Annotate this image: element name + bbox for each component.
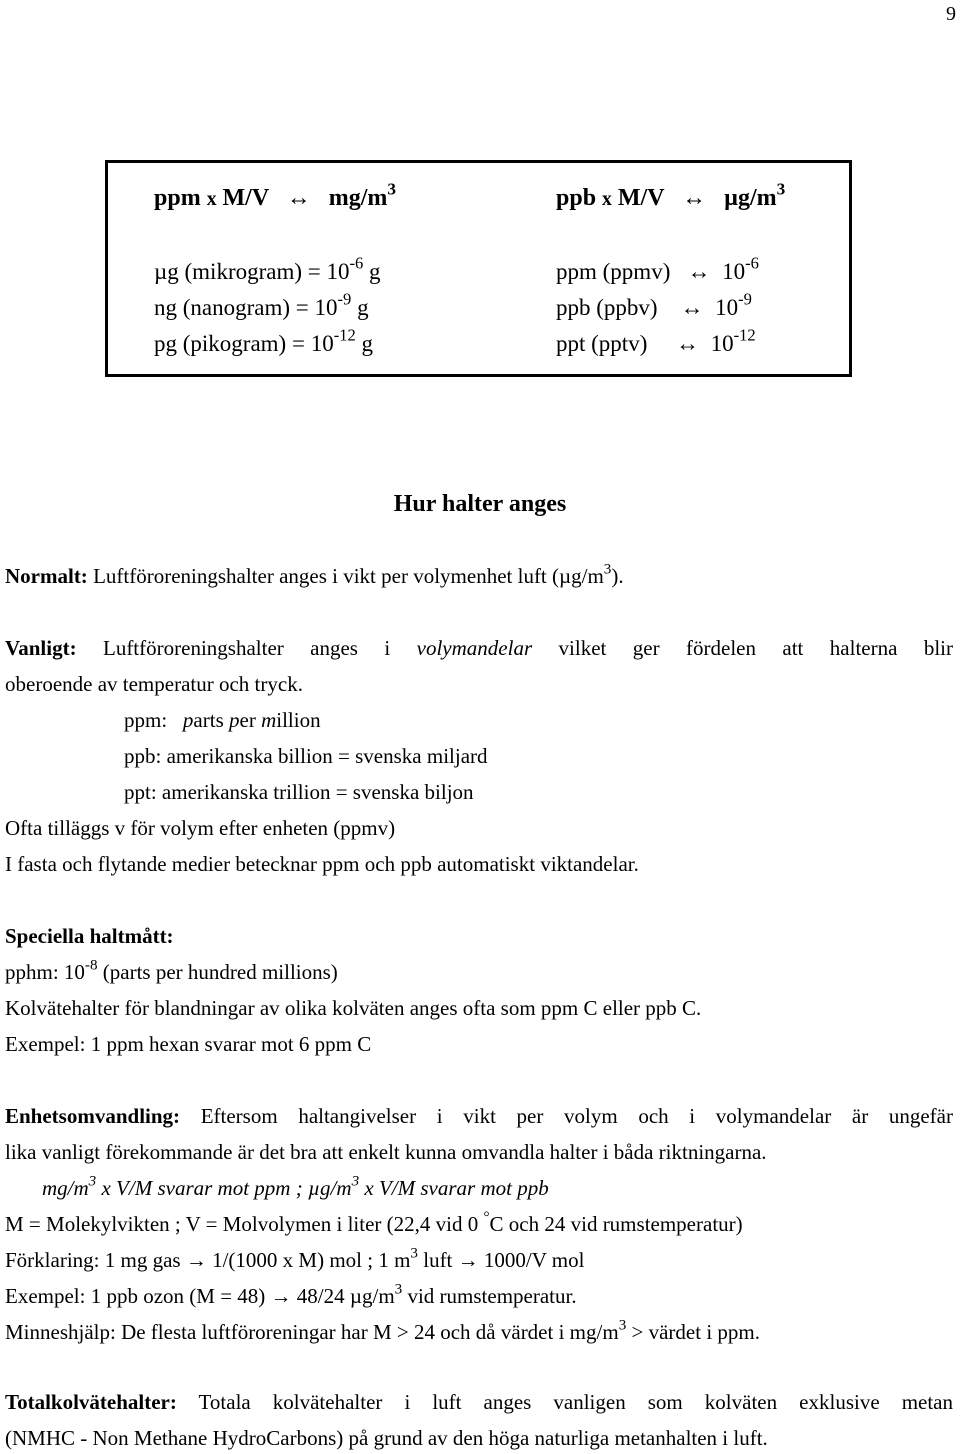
arrow-right-icon: →	[185, 1248, 207, 1272]
kolvate-line: Kolvätehalter för blandningar av olika kolväten anges ofta som ppm C eller ppb C.	[5, 996, 702, 1020]
total-paragraph-line2: (NMHC - Non Methane HydroCarbons) på grund av den höga naturliga metanhalten i luft.	[5, 1426, 768, 1450]
ofta-line: Ofta tilläggs v för volym efter enheten (ppmv)	[5, 816, 396, 840]
ppm-definition: ppm: parts per million	[124, 708, 321, 732]
volume-unit-row: ppm (ppmv) ↔ $10^{-6}$	[556, 253, 759, 284]
speciella-title: Speciella haltmått:	[5, 924, 174, 948]
arrow-right-icon: →	[457, 1248, 479, 1272]
pphm-line: pphm: $10^{-8}$ (parts per hundred millions)	[5, 957, 338, 984]
mass-unit-row: ng (nanogram) = $10^{-9}$ g	[154, 289, 369, 320]
arrow-right-icon: →	[270, 1284, 292, 1308]
normalt-paragraph: Normalt: Luftföroreningshalter anges i vikt per volymenhet luft $(\mu g/m^3)$.	[5, 561, 624, 588]
molekyl-line: M = Molekylvikten ; V = Molvolymen i liter (22,4 vid 0 °C och 24 vid rumstemperatur)	[5, 1209, 743, 1236]
vanligt-paragraph-line2: oberoende av temperatur och tryck.	[5, 672, 303, 696]
enhet-paragraph-line2: lika vanligt förekommande är det bra att enkelt kunna omvandla halter i båda riktningarna.	[5, 1140, 767, 1164]
page-number: 9	[946, 3, 956, 25]
minneshjalp-line: Minneshjälp: De flesta luftföroreningar har M > 24 och då värdet i $mg/m^3$ > värdet i ppm.	[5, 1317, 760, 1344]
ppb-conversion-header: ppb x M/V ↔ $\mu g/m^3$	[556, 179, 786, 211]
volume-unit-row: ppb (ppbv) ↔ $10^{-9}$	[556, 289, 752, 320]
mass-unit-row: µg (mikrogram) = $10^{-6}$ g	[154, 253, 381, 284]
volume-unit-row: ppt (pptv) ↔ $10^{-12}$	[556, 325, 756, 356]
ppt-definition: ppt: amerikanska trillion = svenska biljon	[124, 780, 474, 804]
section-title: Hur halter anges	[393, 491, 567, 517]
ppb-definition: ppb: amerikanska billion = svenska miljard	[124, 744, 488, 768]
enhet-paragraph: Enhetsomvandling: Eftersom haltangivelser i vikt per volym och i volymandelar är ungefär	[5, 1104, 953, 1128]
ppm-conversion-header: ppm x M/V ↔ $mg/m^3$	[154, 179, 397, 211]
forklaring-line: Förklaring: 1 mg gas → 1/(1000 x M) mol ; 1 $m^3$ luft → 1000/V mol	[5, 1245, 585, 1272]
conversion-formula: $mg/m^3$ x V/M svarar mot ppm ; $\mu g/m^3$ x V/M svarar mot ppb	[42, 1173, 549, 1200]
mass-unit-row: pg (pikogram) = $10^{-12}$ g	[154, 325, 373, 356]
exempel-hexan-line: Exempel: 1 ppm hexan svarar mot 6 ppm C	[5, 1032, 372, 1056]
vanligt-paragraph: Vanligt: Luftföroreningshalter anges i volymandelar vilket ger fördelen att halterna blir	[5, 636, 953, 660]
total-paragraph: Totalkolvätehalter: Totala kolvätehalter i luft anges vanligen som kolväten exklusive metan	[5, 1390, 953, 1414]
fasta-line: I fasta och flytande medier betecknar ppm och ppb automatiskt viktandelar.	[5, 852, 639, 876]
exempel-ozon-line: Exempel: 1 ppb ozon (M = 48) → 48/24 $\mu g/m^3$ vid rumstemperatur.	[5, 1281, 577, 1308]
